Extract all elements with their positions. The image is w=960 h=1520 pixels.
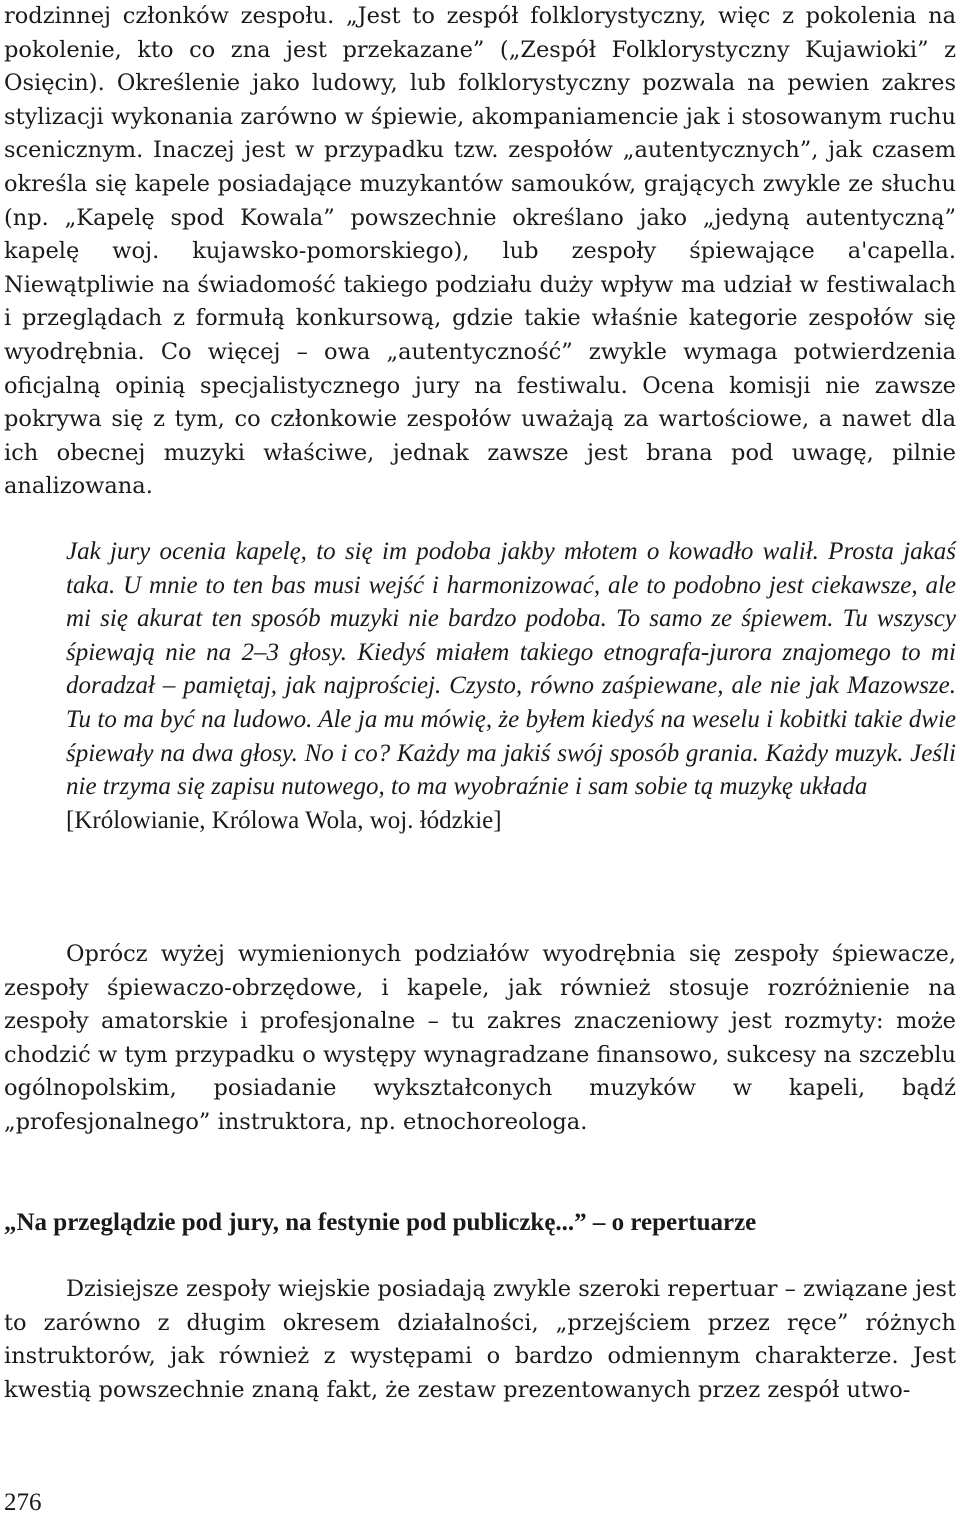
- page-number: 276: [4, 1489, 42, 1516]
- interview-quote: [4, 535, 956, 837]
- body-paragraph-3: Dzisiejsze zespoły wiejskie posiadają zwykle szeroki repertuar – związane jest to zarówno z długim okresem działalności, „przejściem przez ręce” różnych instruktorów, jak również z występami o bardzo odmiennym charakterze. Jest kwestią powszechnie znaną fakt, że zestaw prezentowanych przez zespół utwo-: [4, 1276, 956, 1403]
- quote-source: [Królowianie, Królowa Wola, woj. łódzkie]: [66, 806, 502, 834]
- body-paragraph-1: rodzinnej członków zespołu. „Jest to zespół folklorystyczny, więc z pokolenia na pokolenie, kto co zna jest przekazane” („Zespół Folklorystyczny Kujawioki” z Osięcin). Określenie jako ludowy, lub folklorystyczny pozwala na pewien zakres stylizacji wykonania zarówno w śpiewie, akompaniamencie jak i stosowanym ruchu scenicznym. Inaczej jest w przypadku tzw. zespołów „autentycznych”, jak czasem określa się kapele posiadające muzykantów samouków, grających zwykle ze słuchu (np. „Kapelę spod Kowala” powszechnie określano jako „jedyną autentyczną” kapelę woj. kujawsko-pomorskiego), lub zespoły śpiewające a'capella. Niewątpliwie na świadomość takiego podziału duży wpływ ma udział w festiwalach i przeglądach z formułą konkursową, gdzie takie właśnie kategorie zespołów się wyodrębnia. Co więcej – owa „autentyczność” zwykle wymaga potwierdzenia oficjalną opinią specjalistycznego jury na festiwalu. Ocena komisji nie zawsze pokrywa się z tym, co członkowie zespołów uważają za wartościowe, a nawet dla ich obecnej muzyki właściwe, jednak zawsze jest brana pod uwagę, pilnie analizowana.: [4, 3, 956, 500]
- document-page: [4, 0, 956, 1520]
- section-heading: „Na przeglądzie pod jury, na festynie pod publiczkę...” – o repertuarze: [4, 1209, 757, 1236]
- quote-text: Jak jury ocenia kapelę, to się im podoba jakby młotem o kowadło walił. Prosta jakaś taka. U mnie to ten bas musi wejść i harmonizować, ale to podobno jest ciekawsze, ale mi się akurat ten sposób muzyki nie bardzo podoba. To samo ze śpiewem. Tu wszyscy śpiewają nie na 2–3 głosy. Kiedyś miałem takiego etnografa-jurora znajomego to mi doradzał – pamiętaj, jak najprościej. Czysto, równo zaśpiewane, ale nie jak Mazowsze. Tu to ma być na ludowo. Ale ja mu mówię, że byłem kiedyś na weselu i kobitki takie dwie śpiewały na dwa głosy. No i co? Każdy ma jakiś swój sposób grania. Każdy muzyk. Jeśli nie trzyma się zapisu nutowego, to ma wyobraźnie i sam sobie tą muzykę układa: [66, 538, 956, 801]
- body-paragraph-2: Oprócz wyżej wymienionych podziałów wyodrębnia się zespoły śpiewacze, zespoły śpiewaczo-obrzędowe, i kapele, jak również stosuje rozróżnienie na zespoły amatorskie i profesjonalne – tu zakres znaczeniowy jest rozmyty: może chodzić w tym przypadku o występy wynagradzane finansowo, sukcesy na szczeblu ogólnopolskim, posiadanie wykształconych muzyków w kapeli, bądź „profesjonalnego” instruktora, np. etnochoreologa.: [4, 941, 956, 1135]
